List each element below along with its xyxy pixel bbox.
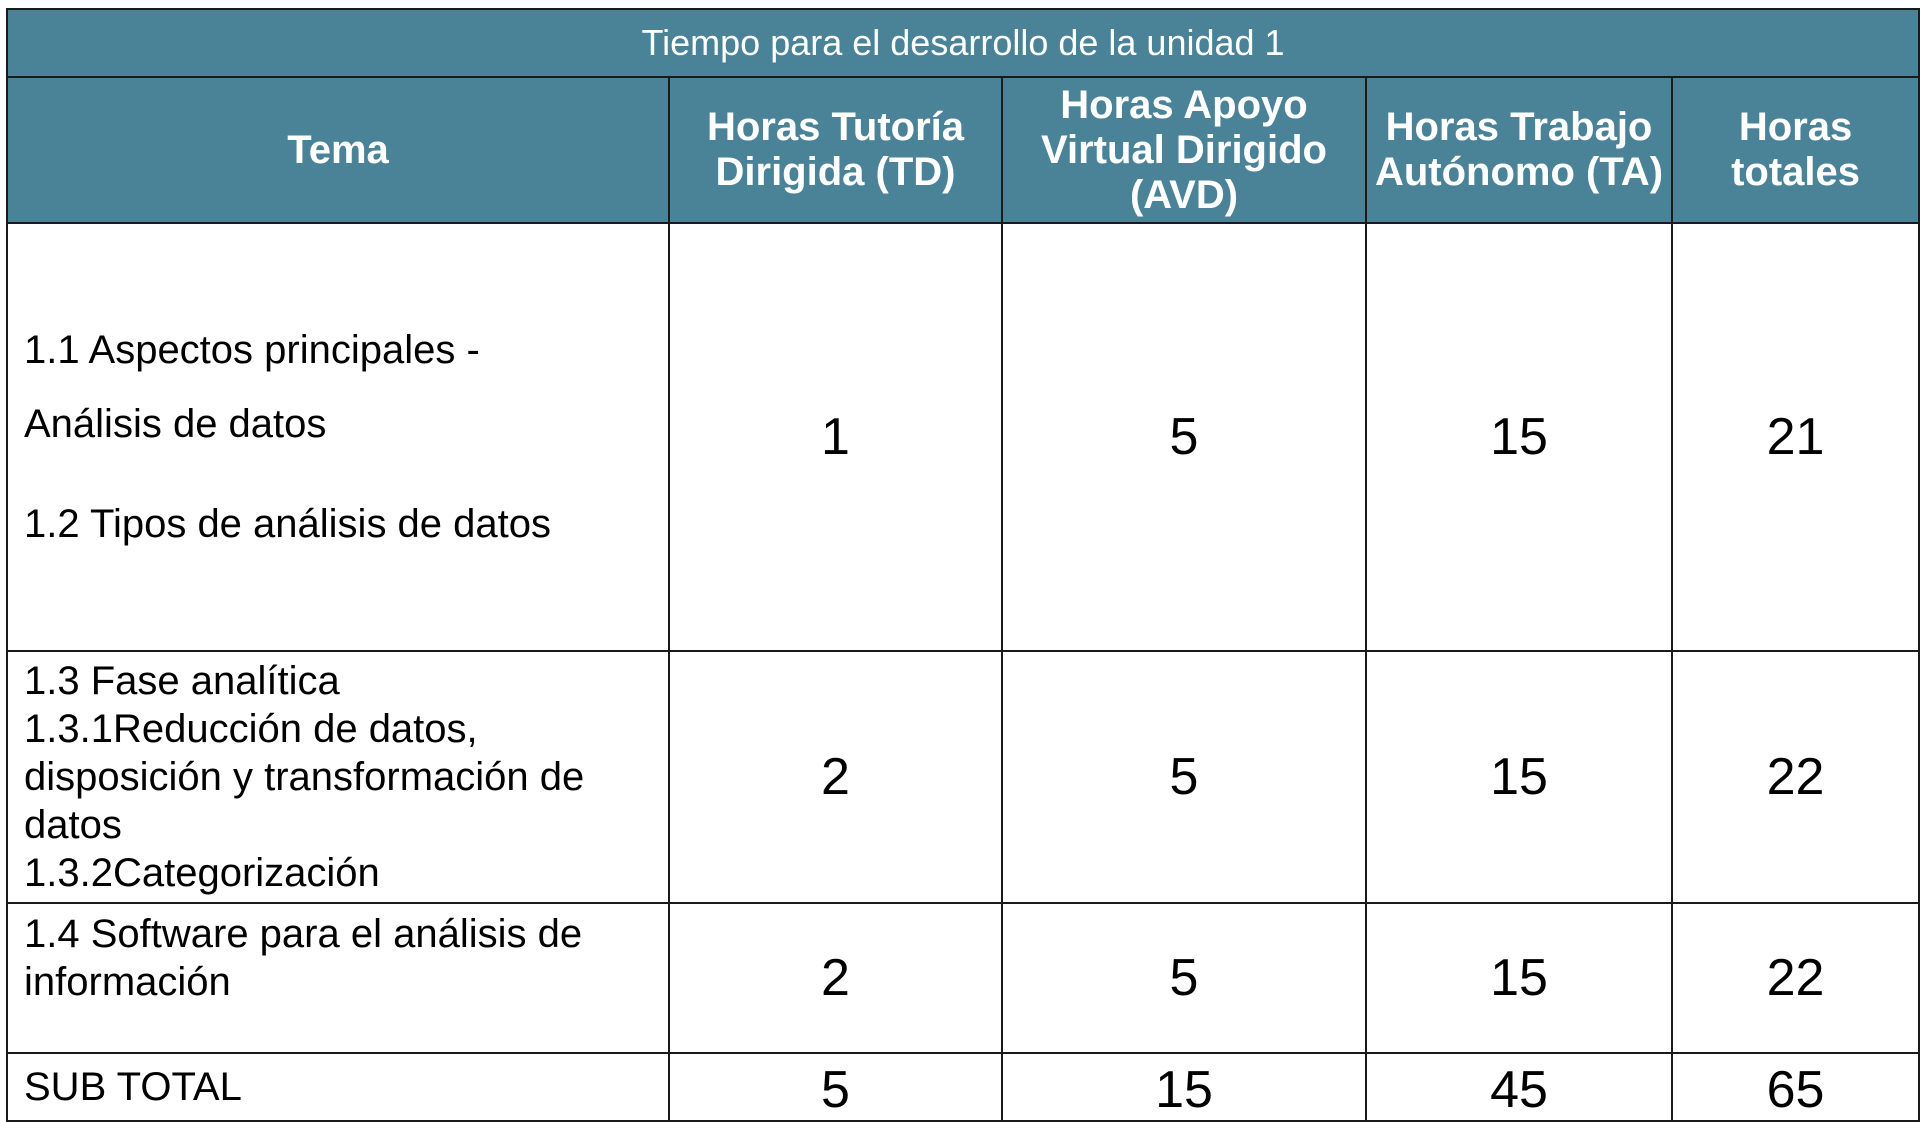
header-tema: Tema (7, 77, 669, 223)
header-td: Horas Tutoría Dirigida (TD) (669, 77, 1002, 223)
total-cell: 22 (1672, 903, 1919, 1053)
header-row (7, 77, 1919, 223)
td-cell: 5 (669, 1053, 1002, 1121)
tema-line: 1.3 Fase analítica (24, 659, 340, 703)
spacer (24, 461, 658, 487)
avd-cell: 5 (1002, 903, 1366, 1053)
table-caption: Tiempo para el desarrollo de la unidad 1 (7, 9, 1919, 77)
table-row (7, 903, 1919, 1053)
header-ta: Horas Trabajo Autónomo (TA) (1366, 77, 1672, 223)
avd-cell: 5 (1002, 223, 1366, 651)
total-cell: 65 (1672, 1053, 1919, 1121)
td-cell: 2 (669, 903, 1002, 1053)
tema-line: 1.3.1Reducción de datos, disposición y transformación de datos (24, 707, 585, 847)
tema-line: 1.2 Tipos de análisis de datos (24, 502, 552, 546)
tema-cell (7, 903, 669, 1053)
table-row (7, 223, 1919, 651)
tema-line: 1.1 Aspectos principales - (24, 328, 480, 372)
avd-cell: 15 (1002, 1053, 1366, 1121)
tema-line: Análisis de datos (24, 402, 327, 446)
tema-line: 1.4 Software para el análisis de información (24, 912, 583, 1004)
subtotal-label: SUB TOTAL (7, 1053, 669, 1121)
ta-cell: 15 (1366, 651, 1672, 903)
total-cell: 21 (1672, 223, 1919, 651)
ta-cell: 15 (1366, 223, 1672, 651)
ta-cell: 45 (1366, 1053, 1672, 1121)
tema-cell (7, 223, 669, 651)
caption-row (7, 9, 1919, 77)
table-row (7, 651, 1919, 903)
ta-cell: 15 (1366, 903, 1672, 1053)
total-cell: 22 (1672, 651, 1919, 903)
td-cell: 1 (669, 223, 1002, 651)
header-avd: Horas Apoyo Virtual Dirigido (AVD) (1002, 77, 1366, 223)
header-total: Horas totales (1672, 77, 1919, 223)
tema-cell (7, 651, 669, 903)
subtotal-row (7, 1053, 1919, 1121)
avd-cell: 5 (1002, 651, 1366, 903)
hours-table (6, 8, 1920, 1122)
tema-line: 1.3.2Categorización (24, 851, 380, 895)
td-cell: 2 (669, 651, 1002, 903)
